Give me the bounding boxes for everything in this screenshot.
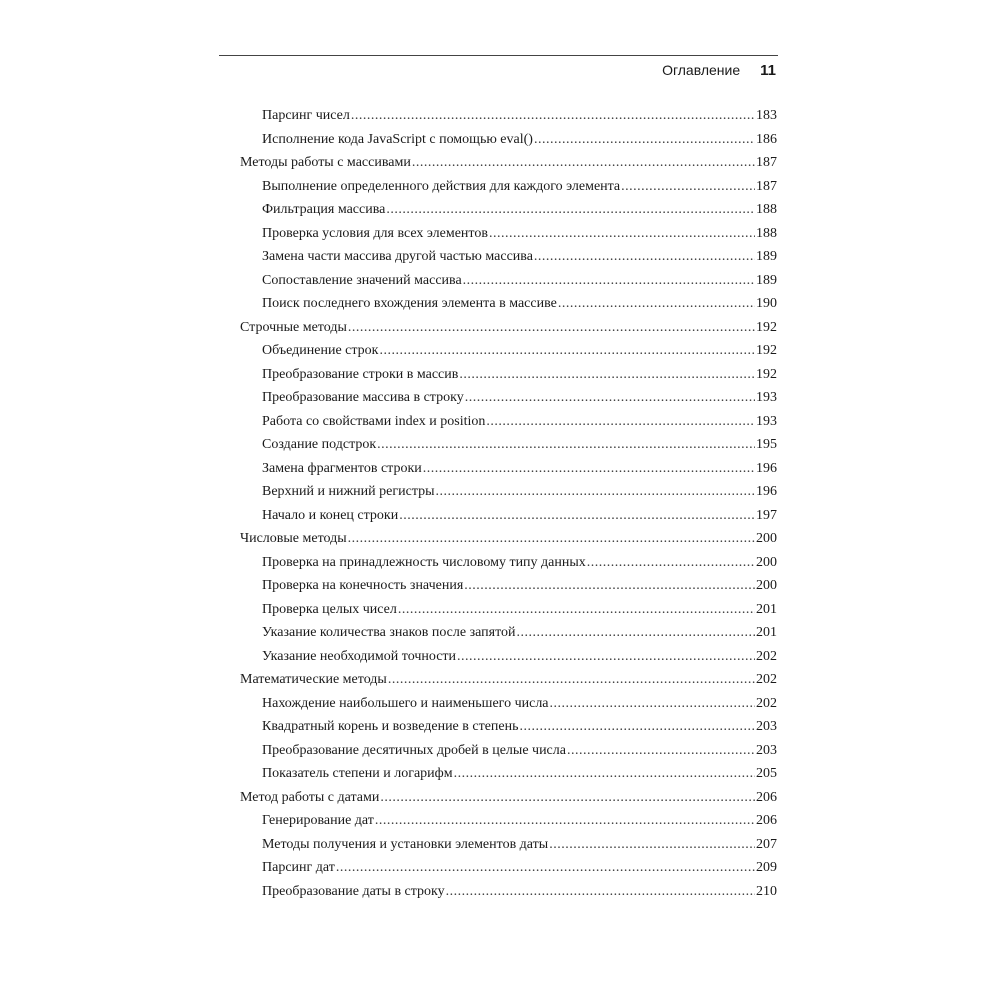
- toc-dot-leader: [375, 809, 755, 833]
- toc-entry-page-number: 192: [756, 343, 777, 358]
- toc-dot-leader: [459, 363, 755, 387]
- running-head-title: Оглавление: [662, 62, 741, 78]
- toc-section-entry: [240, 316, 777, 340]
- running-head: [219, 61, 776, 80]
- toc-entry-title: Фильтрация массива: [262, 202, 386, 217]
- toc-subsection-entry: [240, 880, 777, 904]
- toc-entry-title: Математические методы: [240, 672, 387, 687]
- toc-dot-leader: [550, 692, 755, 716]
- toc-dot-leader: [549, 833, 755, 857]
- toc-dot-leader: [489, 222, 755, 246]
- toc-entry-title: Показатель степени и логарифм: [262, 766, 453, 781]
- toc-subsection-entry: [240, 762, 777, 786]
- toc-dot-leader: [351, 104, 755, 128]
- toc-entry-title: Поиск последнего вхождения элемента в массиве: [262, 296, 557, 311]
- toc-entry-title: Сопоставление значений массива: [262, 272, 462, 288]
- toc-subsection-entry: [240, 574, 777, 598]
- toc-entry-title: Нахождение наибольшего и наименьшего числа: [262, 695, 549, 711]
- toc-subsection-entry: [240, 386, 777, 410]
- toc-entry-title: Верхний и нижний регистры: [262, 484, 435, 499]
- toc-entry-title: Метод работы с датами: [240, 789, 380, 805]
- toc-entry-title: Объединение строк: [262, 343, 379, 358]
- toc-dot-leader: [465, 386, 755, 410]
- toc-dot-leader: [463, 269, 755, 293]
- toc-entry-page-number: 206: [756, 813, 777, 828]
- toc-entry-title: Создание подстрок: [262, 437, 377, 452]
- toc-dot-leader: [386, 198, 755, 222]
- toc-entry-page-number: 193: [756, 413, 777, 429]
- toc-subsection-entry: [240, 739, 777, 763]
- toc-entry-page-number: 207: [756, 836, 777, 852]
- toc-entry-page-number: 200: [756, 578, 777, 593]
- toc-section-entry: [240, 151, 777, 175]
- toc-dot-leader: [446, 880, 755, 904]
- toc-dot-leader: [621, 175, 755, 199]
- toc-subsection-entry: [240, 292, 777, 316]
- toc-entry-page-number: 203: [756, 719, 777, 734]
- toc-entry-page-number: 210: [756, 883, 777, 899]
- toc-entry-page-number: 202: [756, 672, 777, 687]
- toc-entry-page-number: 192: [756, 319, 777, 335]
- toc-dot-leader: [379, 339, 755, 363]
- toc-dot-leader: [336, 856, 755, 880]
- toc-entry-page-number: 201: [756, 625, 777, 640]
- toc-dot-leader: [348, 316, 755, 340]
- toc-entry-page-number: 205: [756, 766, 777, 781]
- toc-subsection-entry: [240, 457, 777, 481]
- toc-entry-page-number: 197: [756, 507, 777, 523]
- toc-entry-page-number: 206: [756, 789, 777, 805]
- toc-subsection-entry: [240, 433, 777, 457]
- toc-subsection-entry: [240, 480, 777, 504]
- toc-entry-page-number: 201: [756, 601, 777, 617]
- toc-entry-title: Проверка целых чисел: [262, 601, 397, 617]
- toc-entry-title: Проверка условия для всех элементов: [262, 225, 488, 241]
- toc-entry-title: Парсинг чисел: [262, 108, 350, 123]
- toc-dot-leader: [534, 128, 755, 152]
- toc-entry-page-number: 186: [756, 131, 777, 147]
- toc-entry-title: Числовые методы: [240, 531, 347, 546]
- toc-subsection-entry: [240, 175, 777, 199]
- toc-entry-title: Проверка на принадлежность числовому типу данных: [262, 554, 586, 570]
- toc-entry-title: Начало и конец строки: [262, 507, 399, 523]
- toc-dot-leader: [377, 433, 755, 457]
- toc-entry-title: Указание необходимой точности: [262, 648, 457, 664]
- toc-entry-title: Преобразование десятичных дробей в целые числа: [262, 742, 566, 758]
- toc-entry-page-number: 200: [756, 554, 777, 570]
- toc-subsection-entry: [240, 504, 777, 528]
- toc-entry-title: Методы получения и установки элементов даты: [262, 836, 549, 852]
- toc-subsection-entry: [240, 621, 777, 645]
- toc-entry-page-number: 196: [756, 460, 777, 476]
- toc-entry-page-number: 183: [756, 108, 777, 123]
- toc-dot-leader: [567, 739, 755, 763]
- toc-entry-page-number: 189: [756, 272, 777, 288]
- header-rule: [219, 55, 778, 56]
- toc-dot-leader: [587, 551, 755, 575]
- toc-dot-leader: [517, 621, 756, 645]
- toc-dot-leader: [558, 292, 755, 316]
- toc-subsection-entry: [240, 104, 777, 128]
- toc-dot-leader: [398, 598, 755, 622]
- table-of-contents: [240, 104, 777, 903]
- toc-subsection-entry: [240, 551, 777, 575]
- toc-subsection-entry: [240, 692, 777, 716]
- running-head-page-number: 11: [760, 62, 776, 79]
- toc-dot-leader: [380, 786, 755, 810]
- toc-entry-page-number: 189: [756, 249, 777, 264]
- toc-entry-page-number: 209: [756, 860, 777, 875]
- toc-entry-title: Строчные методы: [240, 319, 347, 335]
- toc-subsection-entry: [240, 222, 777, 246]
- toc-entry-title: Указание количества знаков после запятой: [262, 625, 516, 640]
- toc-subsection-entry: [240, 245, 777, 269]
- toc-entry-page-number: 192: [756, 366, 777, 382]
- toc-entry-title: Проверка на конечность значения: [262, 578, 464, 593]
- toc-subsection-entry: [240, 269, 777, 293]
- toc-section-entry: [240, 668, 777, 692]
- toc-dot-leader: [486, 410, 755, 434]
- toc-entry-page-number: 190: [756, 296, 777, 311]
- toc-entry-page-number: 187: [756, 155, 777, 170]
- toc-section-entry: [240, 527, 777, 551]
- toc-subsection-entry: [240, 809, 777, 833]
- toc-entry-page-number: 200: [756, 531, 777, 546]
- toc-entry-title: Преобразование массива в строку: [262, 390, 464, 405]
- toc-entry-title: Замена части массива другой частью массива: [262, 249, 533, 264]
- toc-dot-leader: [464, 574, 755, 598]
- toc-entry-title: Генерирование дат: [262, 813, 374, 828]
- toc-entry-page-number: 188: [756, 225, 777, 241]
- toc-dot-leader: [436, 480, 755, 504]
- toc-dot-leader: [457, 645, 755, 669]
- toc-entry-title: Исполнение кода JavaScript с помощью eval(): [262, 131, 533, 147]
- toc-entry-title: Выполнение определенного действия для каждого элемента: [262, 178, 621, 194]
- toc-subsection-entry: [240, 363, 777, 387]
- toc-entry-title: Преобразование даты в строку: [262, 883, 445, 899]
- toc-subsection-entry: [240, 598, 777, 622]
- toc-dot-leader: [520, 715, 755, 739]
- toc-entry-page-number: 196: [756, 484, 777, 499]
- toc-dot-leader: [399, 504, 755, 528]
- toc-entry-title: Преобразование строки в массив: [262, 366, 459, 382]
- toc-subsection-entry: [240, 339, 777, 363]
- toc-entry-page-number: 195: [756, 437, 777, 452]
- toc-subsection-entry: [240, 715, 777, 739]
- toc-entry-page-number: 193: [756, 390, 777, 405]
- toc-entry-page-number: 203: [756, 742, 777, 758]
- toc-subsection-entry: [240, 410, 777, 434]
- toc-entry-title: Замена фрагментов строки: [262, 460, 422, 476]
- toc-dot-leader: [348, 527, 755, 551]
- toc-subsection-entry: [240, 645, 777, 669]
- toc-dot-leader: [412, 151, 755, 175]
- toc-entry-title: Работа со свойствами index и position: [262, 413, 486, 429]
- toc-entry-page-number: 187: [756, 178, 777, 194]
- toc-dot-leader: [423, 457, 755, 481]
- toc-subsection-entry: [240, 198, 777, 222]
- toc-entry-title: Методы работы с массивами: [240, 155, 411, 170]
- toc-subsection-entry: [240, 128, 777, 152]
- toc-entry-title: Парсинг дат: [262, 860, 335, 875]
- toc-dot-leader: [454, 762, 755, 786]
- toc-entry-page-number: 188: [756, 202, 777, 217]
- toc-section-entry: [240, 786, 777, 810]
- toc-entry-page-number: 202: [756, 695, 777, 711]
- toc-entry-page-number: 202: [756, 648, 777, 664]
- toc-subsection-entry: [240, 856, 777, 880]
- toc-subsection-entry: [240, 833, 777, 857]
- toc-dot-leader: [534, 245, 755, 269]
- toc-dot-leader: [388, 668, 755, 692]
- toc-entry-title: Квадратный корень и возведение в степень: [262, 719, 519, 734]
